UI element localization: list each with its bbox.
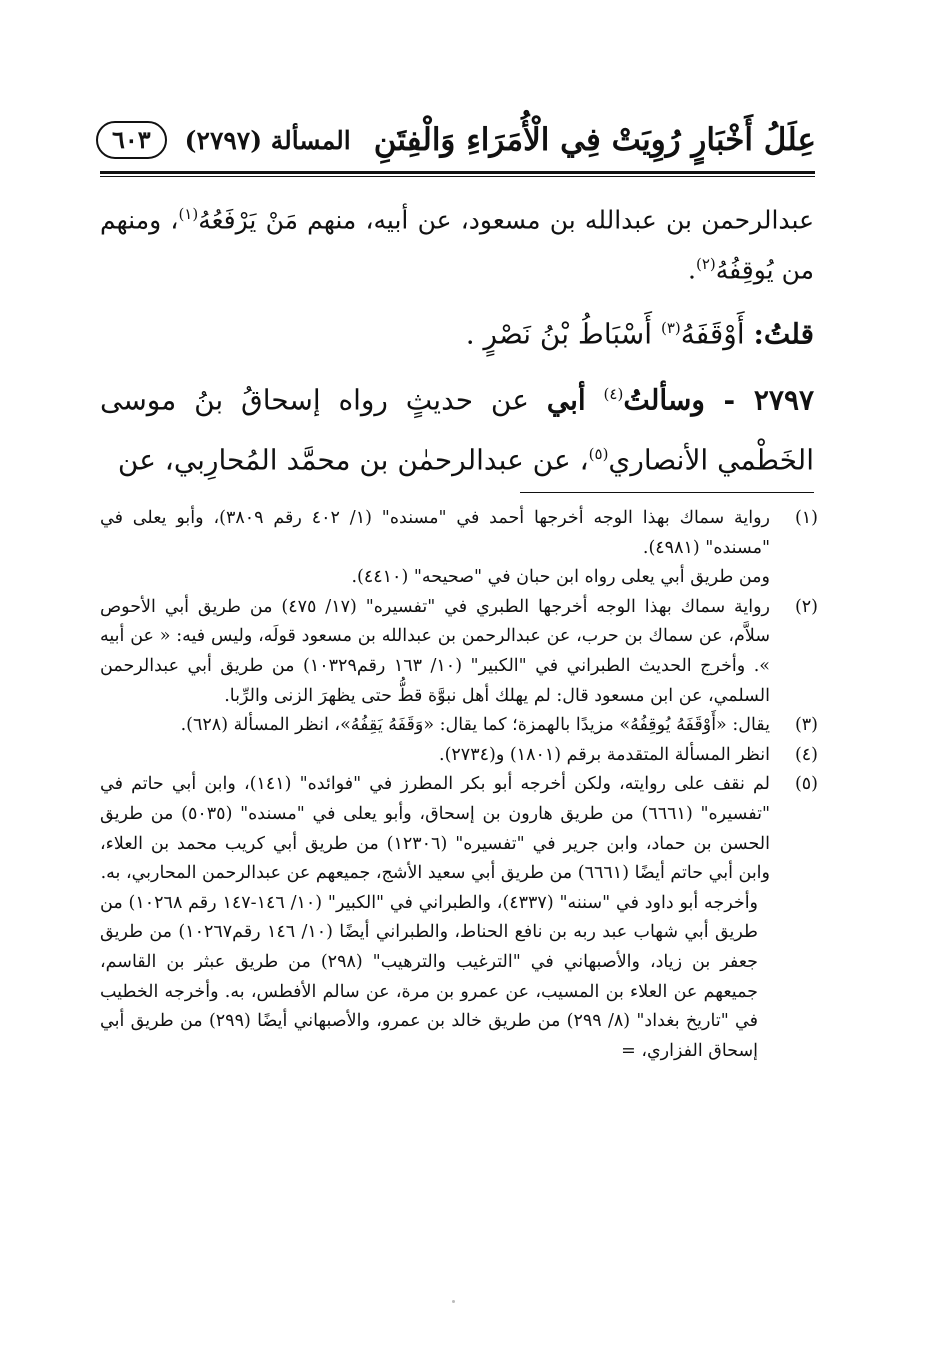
footnote-body: [100, 711, 770, 741]
note-text-1: أَوْقَفَهُ: [680, 316, 745, 350]
footnote-ref-4[interactable]: (٤): [603, 384, 624, 403]
footnote-ref-5[interactable]: (٥): [588, 445, 609, 464]
footnote-4: [100, 741, 818, 771]
footnote-body: [100, 593, 770, 711]
footnote-number: (٢): [794, 596, 818, 617]
footnote-line: ومن طريق أبي يعلى رواه ابن حبان في "صحيحه" (٤٤١٠).: [351, 567, 770, 588]
paragraph-1-tail: ، ومنهم من يُوقِفُهُ: [100, 205, 814, 285]
footnote-line: رواية سماك بهذا الوجه أخرجها الطبري في "تفسيره" (١٧/ ٤٧٥) من طريق أبي الأحوص سلاَّم، عن سماك بن حرب، عن عبدالرحمن بن عبدالله بن مسعود قولَه، وليس فيه: « عن أبيه ». وأخرج الحديث الطبراني في "الكبير" (١٠/ ١٦٣ رقم١٠٣٢٩) من طريق أبي عبدالرحمن السلمي، عن ابن مسعود قال: لم يهلك أهل نبوَّة قطُّ حتى يظهرَ الزنى والرِّبا.: [100, 596, 770, 706]
footnote-number: (٥): [794, 774, 818, 795]
question-text-1: عن حديثٍ رواه إسحاقُ بنُ موسى الخَطْمي الأنصاري: [100, 383, 814, 477]
footnote-line: رواية سماك بهذا الوجه أخرجها أحمد في "مسنده" (١/ ٤٠٢ رقم ٣٨٠٩)، وأبو يعلى في "مسنده" (٤٩٨١).: [100, 508, 770, 558]
scan-speck: [452, 1300, 455, 1303]
question-abi: أبي: [546, 383, 586, 417]
footnote-2: [100, 593, 818, 711]
note-label: قلتُ:: [753, 316, 814, 350]
header-left-group: [96, 121, 351, 159]
running-title: عِلَلُ أَخْبَارٍ رُوِيَتْ فِي الْأُمَرَاءِ وَالْفِتَنِ: [373, 122, 816, 158]
footnote-separator: [520, 492, 814, 493]
footnote-body: [100, 770, 770, 1066]
footnote-body: [100, 504, 770, 593]
footnote-number: (٣): [794, 715, 818, 736]
footnote-ref-3[interactable]: (٣): [660, 318, 681, 337]
header-rule: [100, 171, 815, 177]
main-text: [100, 192, 814, 488]
page-header: [96, 112, 816, 168]
footnote-3: [100, 711, 818, 741]
question-paragraph: [100, 367, 814, 488]
paragraph-1-text: عبدالرحمن بن عبدالله بن مسعود، عن أبيه، منهم مَنْ يَرْفَعُهُ: [198, 205, 814, 235]
question-number: ٢٧٩٧ - وسألتُ: [623, 383, 815, 417]
page-number: ٦٠٣: [96, 121, 167, 159]
footnote-5: [100, 770, 818, 1066]
footnote-ref-1[interactable]: (١): [178, 205, 199, 223]
footnote-ref-2[interactable]: (٢): [695, 255, 716, 274]
footnote-number: (١): [794, 508, 818, 528]
footnote-line: انظر المسألة المتقدمة برقم (١٨٠١) و(٢٧٣٤).: [439, 744, 770, 765]
footnote-1: [100, 504, 818, 593]
footnotes: [100, 504, 818, 1066]
note-text-2: أَسْبَاطُ بْنُ نَصْرٍ .: [465, 316, 653, 350]
paragraph-1: [100, 192, 814, 293]
footnote-line: وأخرجه أبو داود في "سننه" (٤٣٣٧)، والطبراني في "الكبير" (١٠/ ١٤٦-١٤٧ رقم ١٠٢٦٨) من طريق أبي شهاب عبد ربه بن نافع الحناط، والطبراني أيضًا (١٠/ ١٤٦ رقم١٠٢٦٧) من طريق جعفر بن زياد، والأصبهاني في "الترغيب والترهيب" (٢٩٨) من طريق عبثر بن القاسم، جميعهم عن العلاء بن المسيب، عن عمرو بن مرة، عن سالم الأفطس، به. وأخرجه الخطيب في "تاريخ بغداد" (٨/ ٢٩٩) من طريق خالد بن عمرو، والأصبهاني أيضًا (٢٩٩) من طريق أبي إسحاق الفزاري، =: [100, 892, 759, 1061]
footnote-line: يقال: «أَوْقَفَهُ يُوقِفُهُ» مزيدًا بالهمزة؛ كما يقال: «وَقَفَهُ يَقِفُهُ»، انظر المسألة (٦٢٨).: [180, 715, 770, 736]
issue-label: المسألة (٢٧٩٧): [184, 125, 351, 155]
paragraph-1-end: .: [688, 255, 696, 285]
footnote-body: [100, 741, 770, 771]
footnote-line: لم نقف على روايته، ولكن أخرجه أبو بكر المطرز في "فوائده" (١٤١)، وابن أبي حاتم في "تفسيره" (٦٦٦١) من طريق هارون بن إسحاق، وأبو يعلى في "مسنده" (٥٠٣٥) من طريق الحسن بن حماد، وابن جرير في "تفسيره" (١٢٣٠٦) من طريق أبي كريب محمد بن العلاء، وابن أبي حاتم أيضًا (٦٦٦١) من طريق أبي سعيد الأشج، جميعهم عن عبدالرحمن المحاربي، به.: [100, 774, 770, 884]
note-line: [100, 305, 814, 357]
footnote-number: (٤): [794, 744, 818, 765]
question-text-2: ، عن عبدالرحمٰن بن محمَّد المُحارِبي، عن: [117, 443, 589, 477]
